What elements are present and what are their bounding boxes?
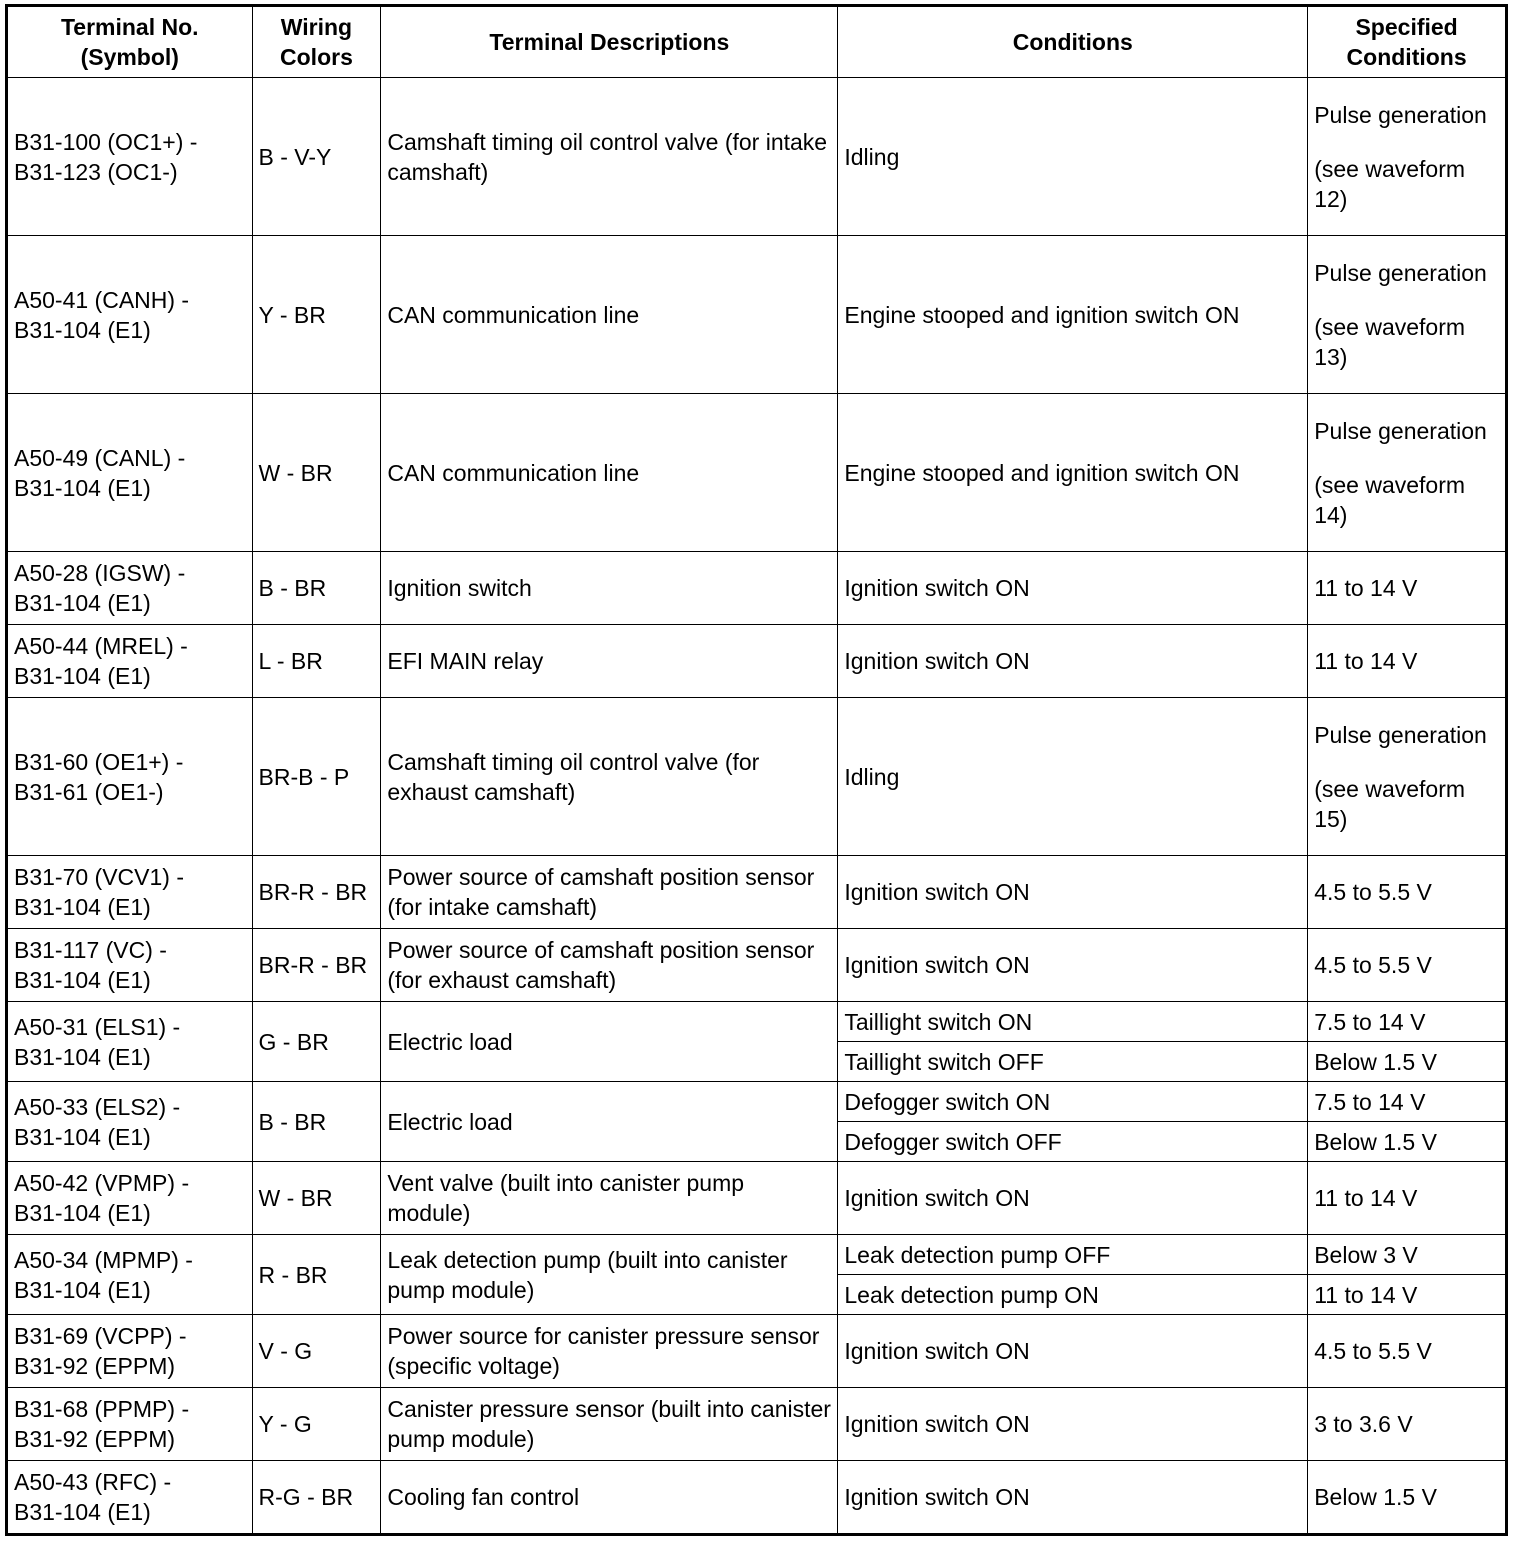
spec-cell: 11 to 14 V (1308, 1275, 1507, 1315)
description-cell: CAN communication line (381, 394, 838, 552)
spec-cell: 11 to 14 V (1308, 625, 1507, 698)
terminal-line: B31-104 (E1) (14, 1276, 151, 1303)
terminal-cell (7, 1235, 253, 1315)
terminal-cell (7, 394, 253, 552)
header-row (7, 6, 1507, 78)
wiring-cell: L - BR (252, 625, 381, 698)
wiring-cell: B - BR (252, 552, 381, 625)
terminal-line: A50-43 (RFC) - (14, 1469, 172, 1495)
table-row (7, 552, 1507, 625)
condition-cell: Ignition switch ON (838, 1315, 1308, 1388)
spec-line: Pulse generation (1314, 259, 1487, 286)
terminal-cell (7, 625, 253, 698)
condition-cell: Ignition switch ON (838, 929, 1308, 1002)
terminal-cell (7, 1082, 253, 1162)
terminal-line: B31-117 (VC) - (14, 937, 167, 963)
description-cell: Ignition switch (381, 552, 838, 625)
table-row (7, 236, 1507, 394)
description-cell: Power source of camshaft position sensor (for exhaust camshaft) (381, 929, 838, 1002)
table-row (7, 1461, 1507, 1535)
terminal-cell (7, 1388, 253, 1461)
terminal-line: B31-61 (OE1-) (14, 778, 164, 805)
description-cell: CAN communication line (381, 236, 838, 394)
condition-cell: Ignition switch ON (838, 552, 1308, 625)
table-row (7, 1235, 1507, 1275)
terminal-cell (7, 1002, 253, 1082)
wiring-cell: G - BR (252, 1002, 381, 1082)
condition-cell: Defogger switch OFF (838, 1122, 1308, 1162)
table-row (7, 698, 1507, 856)
spec-cell: 4.5 to 5.5 V (1308, 856, 1507, 929)
spec-cell (1308, 78, 1507, 236)
wiring-cell: BR-R - BR (252, 929, 381, 1002)
spec-line: (see waveform 14) (1314, 471, 1466, 528)
spec-cell: Below 1.5 V (1308, 1461, 1507, 1535)
table-row (7, 1162, 1507, 1235)
terminal-cell (7, 552, 253, 625)
spec-line: (see waveform 15) (1314, 775, 1466, 832)
spec-cell: 4.5 to 5.5 V (1308, 929, 1507, 1002)
wiring-cell: R-G - BR (252, 1461, 381, 1535)
terminal-cell (7, 236, 253, 394)
terminal-cell (7, 929, 253, 1002)
table-row (7, 625, 1507, 698)
description-cell: Power source for canister pressure sensor (specific voltage) (381, 1315, 838, 1388)
terminal-line: A50-34 (MPMP) - (14, 1246, 193, 1273)
condition-cell: Ignition switch ON (838, 1162, 1308, 1235)
table-row (7, 1082, 1507, 1122)
wiring-cell: W - BR (252, 394, 381, 552)
terminal-line: B31-104 (E1) (14, 1499, 151, 1525)
table-row (7, 394, 1507, 552)
terminal-line: A50-33 (ELS2) - (14, 1093, 181, 1120)
spec-cell: 11 to 14 V (1308, 1162, 1507, 1235)
header-description: Terminal Descriptions (381, 6, 838, 78)
terminal-line: A50-42 (VPMP) - (14, 1170, 190, 1196)
terminal-line: B31-68 (PPMP) - (14, 1396, 190, 1422)
terminal-line: B31-92 (EPPM) (14, 1426, 176, 1452)
condition-cell: Ignition switch ON (838, 1461, 1308, 1535)
terminal-line: B31-100 (OC1+) - (14, 128, 198, 155)
terminal-cell (7, 1461, 253, 1535)
wiring-cell: Y - G (252, 1388, 381, 1461)
header-wiring: Wiring Colors (252, 6, 381, 78)
condition-cell: Ignition switch ON (838, 1388, 1308, 1461)
wiring-cell: R - BR (252, 1235, 381, 1315)
wiring-cell: B - BR (252, 1082, 381, 1162)
condition-cell: Taillight switch OFF (838, 1042, 1308, 1082)
terminal-cell (7, 856, 253, 929)
spec-cell: 11 to 14 V (1308, 552, 1507, 625)
wiring-cell: V - G (252, 1315, 381, 1388)
condition-cell: Engine stooped and ignition switch ON (838, 394, 1308, 552)
terminal-line: B31-104 (E1) (14, 1043, 151, 1070)
description-cell: Camshaft timing oil control valve (for intake camshaft) (381, 78, 838, 236)
terminal-cell (7, 1315, 253, 1388)
spec-line: Pulse generation (1314, 721, 1487, 748)
table-row (7, 1388, 1507, 1461)
terminal-cell (7, 698, 253, 856)
spec-cell (1308, 394, 1507, 552)
spec-cell: Below 1.5 V (1308, 1122, 1507, 1162)
table-row (7, 1002, 1507, 1042)
spec-cell: Below 1.5 V (1308, 1042, 1507, 1082)
terminal-cell (7, 78, 253, 236)
description-cell: Electric load (381, 1082, 838, 1162)
terminal-line: B31-70 (VCV1) - (14, 864, 185, 890)
table-row (7, 1315, 1507, 1388)
table-row (7, 856, 1507, 929)
terminal-line: B31-92 (EPPM) (14, 1353, 176, 1379)
terminal-line: B31-104 (E1) (14, 1123, 151, 1150)
table-row (7, 78, 1507, 236)
header-terminal: Terminal No. (Symbol) (7, 6, 253, 78)
description-cell: Power source of camshaft position sensor (for intake camshaft) (381, 856, 838, 929)
spec-cell (1308, 236, 1507, 394)
description-cell: Cooling fan control (381, 1461, 838, 1535)
condition-cell: Engine stooped and ignition switch ON (838, 236, 1308, 394)
description-cell: Canister pressure sensor (built into canister pump module) (381, 1388, 838, 1461)
spec-line: (see waveform 13) (1314, 313, 1466, 370)
wiring-cell: B - V-Y (252, 78, 381, 236)
spec-line: Pulse generation (1314, 101, 1487, 128)
condition-cell: Taillight switch ON (838, 1002, 1308, 1042)
spec-cell: Below 3 V (1308, 1235, 1507, 1275)
terminal-table (5, 4, 1508, 1536)
condition-cell: Leak detection pump OFF (838, 1235, 1308, 1275)
terminal-line: A50-41 (CANH) - (14, 286, 190, 313)
terminal-line: B31-104 (E1) (14, 967, 151, 993)
wiring-cell: BR-B - P (252, 698, 381, 856)
terminal-line: B31-104 (E1) (14, 316, 151, 343)
spec-line: Pulse generation (1314, 417, 1487, 444)
terminal-line: B31-104 (E1) (14, 663, 151, 689)
spec-cell: 3 to 3.6 V (1308, 1388, 1507, 1461)
terminal-line: A50-31 (ELS1) - (14, 1013, 181, 1040)
terminal-line: B31-123 (OC1-) (14, 158, 178, 185)
terminal-line: A50-28 (IGSW) - (14, 560, 186, 586)
wiring-cell: W - BR (252, 1162, 381, 1235)
description-cell: Leak detection pump (built into canister pump module) (381, 1235, 838, 1315)
spec-cell: 7.5 to 14 V (1308, 1002, 1507, 1042)
condition-cell: Ignition switch ON (838, 856, 1308, 929)
header-specified: Specified Conditions (1308, 6, 1507, 78)
description-cell: Camshaft timing oil control valve (for exhaust camshaft) (381, 698, 838, 856)
terminal-line: B31-69 (VCPP) - (14, 1323, 187, 1349)
condition-cell: Ignition switch ON (838, 625, 1308, 698)
condition-cell: Leak detection pump ON (838, 1275, 1308, 1315)
spec-cell: 7.5 to 14 V (1308, 1082, 1507, 1122)
terminal-cell (7, 1162, 253, 1235)
terminal-line: A50-49 (CANL) - (14, 444, 186, 471)
wiring-cell: Y - BR (252, 236, 381, 394)
condition-cell: Idling (838, 78, 1308, 236)
terminal-line: B31-104 (E1) (14, 590, 151, 616)
spec-line: (see waveform 12) (1314, 155, 1466, 212)
terminal-line: B31-104 (E1) (14, 894, 151, 920)
wiring-cell: BR-R - BR (252, 856, 381, 929)
table-row (7, 929, 1507, 1002)
terminal-line: B31-104 (E1) (14, 474, 151, 501)
header-conditions: Conditions (838, 6, 1308, 78)
description-cell: Electric load (381, 1002, 838, 1082)
description-cell: EFI MAIN relay (381, 625, 838, 698)
description-cell: Vent valve (built into canister pump module) (381, 1162, 838, 1235)
spec-cell: 4.5 to 5.5 V (1308, 1315, 1507, 1388)
condition-cell: Idling (838, 698, 1308, 856)
terminal-line: A50-44 (MREL) - (14, 633, 188, 659)
terminal-line: B31-60 (OE1+) - (14, 748, 184, 775)
spec-cell (1308, 698, 1507, 856)
condition-cell: Defogger switch ON (838, 1082, 1308, 1122)
terminal-line: B31-104 (E1) (14, 1200, 151, 1226)
